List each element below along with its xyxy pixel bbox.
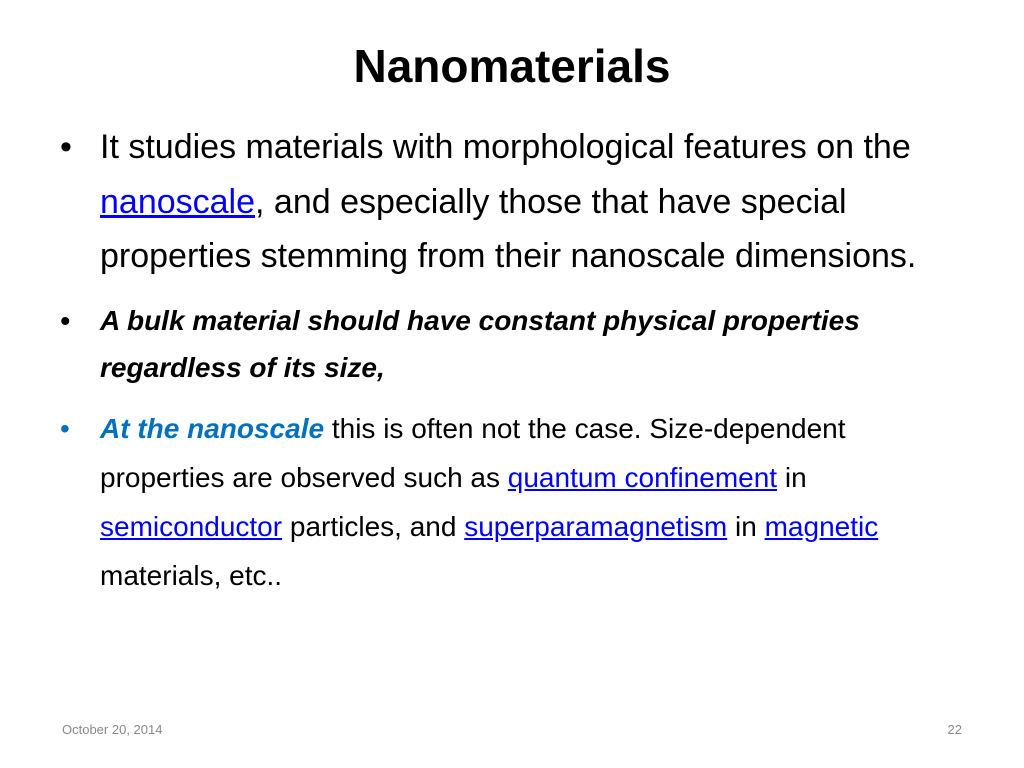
footer-page-number: 22 bbox=[947, 722, 962, 737]
nanoscale-emphasis: At the nanoscale bbox=[100, 412, 325, 444]
semiconductor-link[interactable]: semiconductor bbox=[100, 510, 283, 542]
bullet-item-3 bbox=[56, 404, 968, 600]
superparamagnetism-link[interactable]: superparamagnetism bbox=[464, 510, 728, 542]
bullet-3-text-4: in bbox=[727, 510, 765, 542]
bullet-3-text-5: materials, etc.. bbox=[100, 559, 283, 591]
bullet-dot-icon: • bbox=[60, 412, 70, 444]
bullet-dot-icon: • bbox=[60, 304, 70, 336]
nanoscale-link[interactable]: nanoscale bbox=[100, 182, 256, 221]
slide-title: Nanomaterials bbox=[353, 40, 671, 92]
bullet-2-text: A bulk material should have constant physical properties regardless of its size, bbox=[100, 304, 860, 383]
bullet-item-2 bbox=[56, 297, 968, 391]
bullet-item-1 bbox=[56, 120, 968, 284]
quantum-confinement-link[interactable]: quantum confinement bbox=[507, 461, 778, 493]
bullet-3-text-2: in bbox=[777, 461, 807, 493]
magnetic-link[interactable]: magnetic bbox=[764, 510, 879, 542]
bullet-dot-icon: • bbox=[60, 128, 72, 166]
bullet-list bbox=[56, 120, 968, 600]
bullet-3-text-1: this is often not the case. Size-dependent properties are observed such as bbox=[100, 412, 846, 493]
bullet-3-text-3: particles, and bbox=[282, 510, 465, 542]
footer-date: October 20, 2014 bbox=[62, 722, 163, 737]
bullet-1-text-start: It studies materials with morphological features on the bbox=[100, 128, 911, 166]
bullet-1-text-end: , and especially those that have special properties stemming from their nanoscale dimensions. bbox=[100, 182, 917, 275]
